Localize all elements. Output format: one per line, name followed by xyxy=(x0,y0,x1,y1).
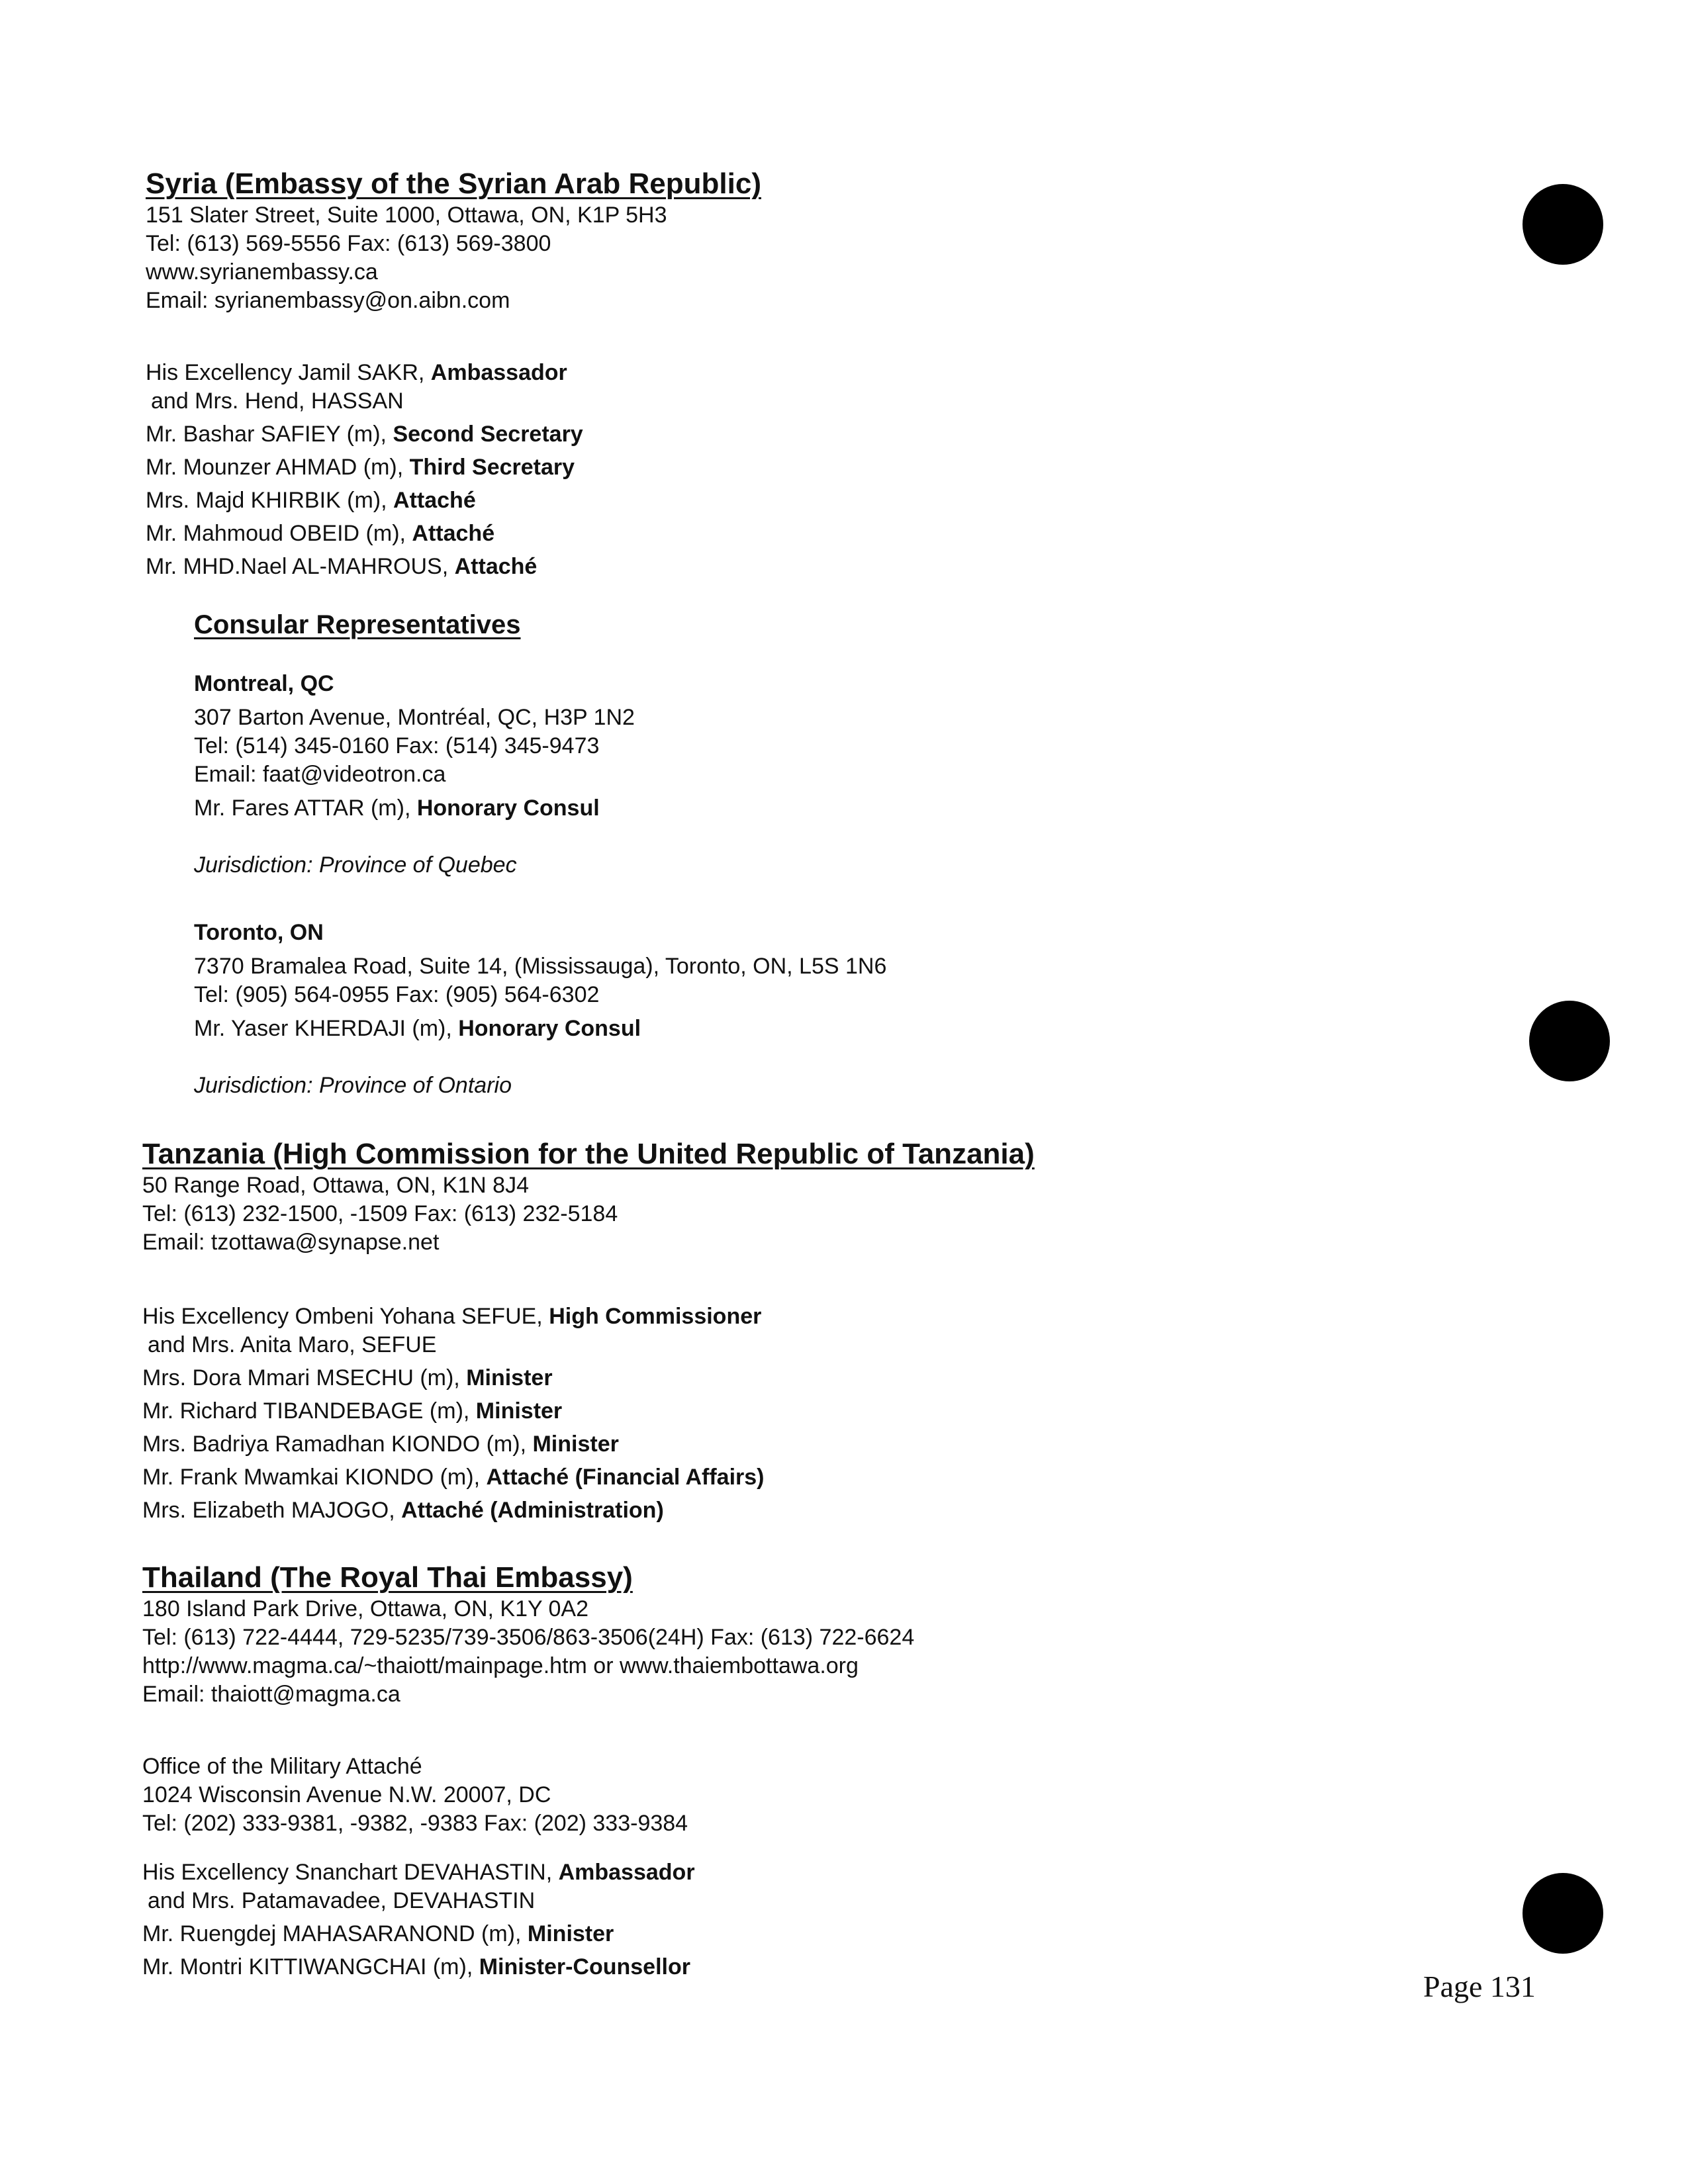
syria-email: Email: syrianembassy@on.aibn.com xyxy=(146,288,510,313)
tanzania-staff-row: Mrs. Dora Mmari MSECHU (m), Minister xyxy=(142,1365,553,1390)
syria-staff-row: Mr. Mounzer AHMAD (m), Third Secretary xyxy=(146,455,575,480)
thailand-address: 180 Island Park Drive, Ottawa, ON, K1Y 0A2 xyxy=(142,1596,589,1621)
hole-punch-bottom xyxy=(1523,1873,1603,1954)
syria-staff-row: Mrs. Majd KHIRBIK (m), Attaché xyxy=(146,488,476,513)
syria-personnel xyxy=(146,359,583,586)
montreal-city: Montreal, QC xyxy=(194,671,334,696)
syria-website: www.syrianembassy.ca xyxy=(146,259,378,285)
toronto-consul: Mr. Yaser KHERDAJI (m), Honorary Consul xyxy=(194,1016,641,1041)
syria-phone: Tel: (613) 569-5556 Fax: (613) 569-3800 xyxy=(146,231,551,256)
page-number: Page 131 xyxy=(1423,1970,1536,2003)
hole-punch-top xyxy=(1523,184,1603,265)
montreal-address: 307 Barton Avenue, Montréal, QC, H3P 1N2 xyxy=(194,705,635,730)
thailand-military-office xyxy=(142,1752,688,1838)
tanzania-staff-row: Mrs. Elizabeth MAJOGO, Attaché (Administration) xyxy=(142,1498,664,1523)
military-office-phone: Tel: (202) 333-9381, -9382, -9383 Fax: (202) 333-9384 xyxy=(142,1811,688,1836)
thailand-phone: Tel: (613) 722-4444, 729-5235/739-3506/863-3506(24H) Fax: (613) 722-6624 xyxy=(142,1625,915,1650)
tanzania-commissioner-spouse: and Mrs. Anita Maro, SEFUE xyxy=(148,1332,437,1357)
tanzania-staff-row: Mr. Richard TIBANDEBAGE (m), Minister xyxy=(142,1398,563,1424)
toronto-address: 7370 Bramalea Road, Suite 14, (Mississauga), Toronto, ON, L5S 1N6 xyxy=(194,954,887,979)
syria-ambassador: His Excellency Jamil SAKR, Ambassador xyxy=(146,360,567,385)
toronto-jurisdiction: Jurisdiction: Province of Ontario xyxy=(194,1073,512,1098)
hole-punch-middle xyxy=(1529,1001,1610,1081)
montreal-jurisdiction: Jurisdiction: Province of Quebec xyxy=(194,852,517,878)
thailand-section xyxy=(142,1561,914,1709)
tanzania-staff-row: Mr. Frank Mwamkai KIONDO (m), Attaché (Financial Affairs) xyxy=(142,1465,765,1490)
syria-ambassador-spouse: and Mrs. Hend, HASSAN xyxy=(151,388,404,414)
thailand-email: Email: thaiott@magma.ca xyxy=(142,1682,400,1707)
thailand-staff-row: Mr. Montri KITTIWANGCHAI (m), Minister-Counsellor xyxy=(142,1954,690,1979)
syria-section xyxy=(146,167,761,315)
tanzania-title: Tanzania (High Commission for the United Republic of Tanzania) xyxy=(142,1138,1035,1170)
consular-toronto xyxy=(194,919,886,1100)
consular-title: Consular Representatives xyxy=(194,610,521,639)
tanzania-high-commissioner: His Excellency Ombeni Yohana SEFUE, High Commissioner xyxy=(142,1304,762,1329)
thailand-staff-row: Mr. Ruengdej MAHASARANOND (m), Minister xyxy=(142,1921,614,1946)
consular-montreal xyxy=(194,670,635,880)
military-office-address: 1024 Wisconsin Avenue N.W. 20007, DC xyxy=(142,1782,551,1807)
montreal-consul: Mr. Fares ATTAR (m), Honorary Consul xyxy=(194,796,600,821)
toronto-city: Toronto, ON xyxy=(194,920,324,945)
tanzania-personnel xyxy=(142,1302,765,1529)
tanzania-section xyxy=(142,1137,1035,1257)
tanzania-staff-row: Mrs. Badriya Ramadhan KIONDO (m), Minister xyxy=(142,1432,619,1457)
syria-address: 151 Slater Street, Suite 1000, Ottawa, ON, K1P 5H3 xyxy=(146,203,667,228)
toronto-phone: Tel: (905) 564-0955 Fax: (905) 564-6302 xyxy=(194,982,600,1007)
tanzania-address: 50 Range Road, Ottawa, ON, K1N 8J4 xyxy=(142,1173,529,1198)
montreal-phone: Tel: (514) 345-0160 Fax: (514) 345-9473 xyxy=(194,733,600,758)
tanzania-email: Email: tzottawa@synapse.net xyxy=(142,1230,440,1255)
thailand-ambassador-spouse: and Mrs. Patamavadee, DEVAHASTIN xyxy=(148,1888,536,1913)
thailand-title: Thailand (The Royal Thai Embassy) xyxy=(142,1561,633,1594)
syria-consular xyxy=(194,609,521,641)
syria-title: Syria (Embassy of the Syrian Arab Republic) xyxy=(146,167,761,200)
syria-staff-row: Mr. Mahmoud OBEID (m), Attaché xyxy=(146,521,495,546)
military-office-title: Office of the Military Attaché xyxy=(142,1754,422,1779)
thailand-ambassador: His Excellency Snanchart DEVAHASTIN, Ambassador xyxy=(142,1860,695,1885)
syria-staff-row: Mr. MHD.Nael AL-MAHROUS, Attaché xyxy=(146,554,538,579)
thailand-website: http://www.magma.ca/~thaiott/mainpage.htm or www.thaiembottawa.org xyxy=(142,1653,859,1678)
syria-staff-row: Mr. Bashar SAFIEY (m), Second Secretary xyxy=(146,422,583,447)
thailand-personnel xyxy=(142,1858,695,1986)
tanzania-phone: Tel: (613) 232-1500, -1509 Fax: (613) 232-5184 xyxy=(142,1201,618,1226)
montreal-email: Email: faat@videotron.ca xyxy=(194,762,446,787)
